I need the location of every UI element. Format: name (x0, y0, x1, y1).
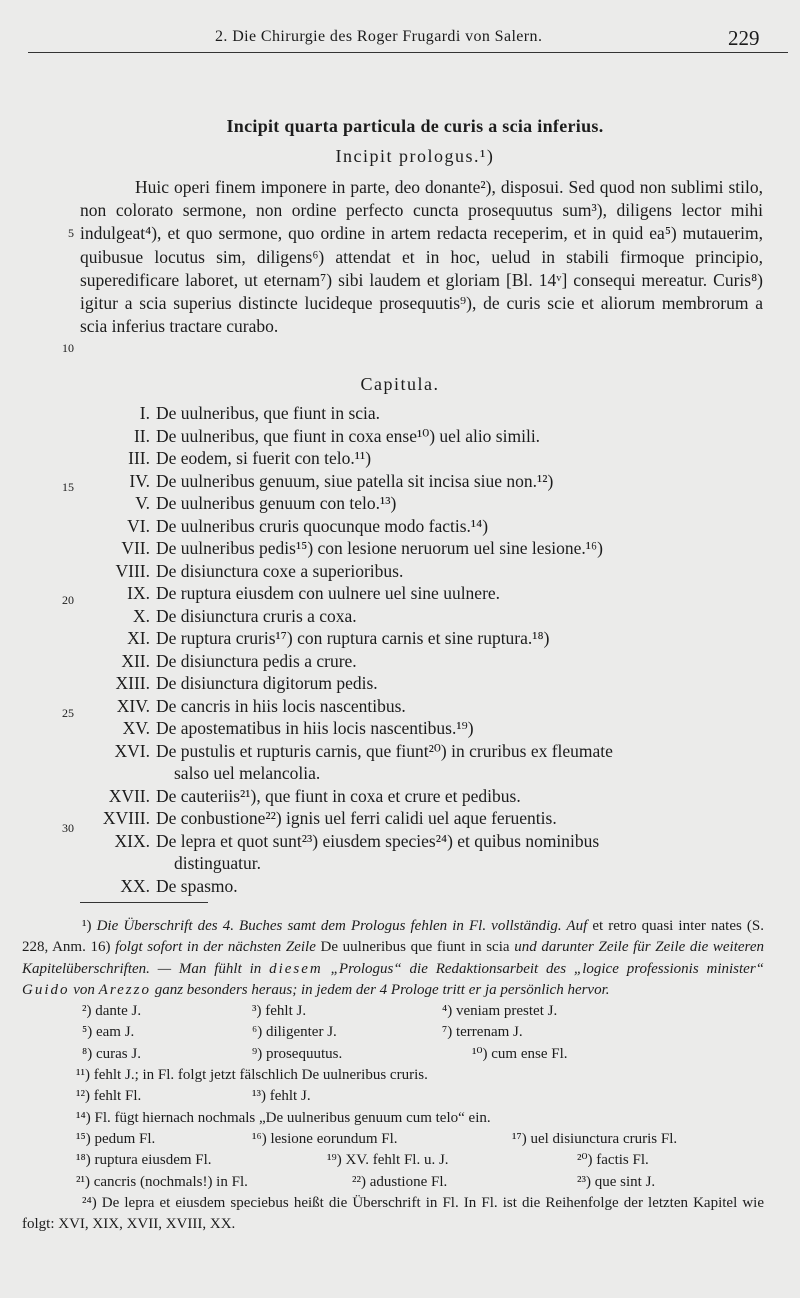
footnote-13: ¹³) fehlt J. (252, 1088, 311, 1105)
chapter-number: III. (128, 448, 150, 468)
chapter-title: De apostematibus in hiis locis nascentibus.¹⁹) (156, 718, 474, 738)
line-number-5: 5 (68, 226, 74, 240)
chapter-title: De uulneribus genuum con telo.¹³) (156, 493, 397, 513)
chapter-number: XVII. (108, 785, 150, 806)
chapter-number: VIII. (115, 560, 150, 581)
footnote-21: ²¹) cancris (nochmals!) in Fl. (76, 1173, 248, 1190)
footnote-row (22, 1086, 764, 1107)
chapter-entry (0, 717, 800, 740)
chapter-entry (0, 627, 800, 650)
line-number-15: 15 (62, 480, 74, 494)
footnote-14: ¹⁴) Fl. fügt hiernach nochmals „De uulneribus genuum cum telo“ ein. (76, 1109, 491, 1126)
running-title: 2. Die Chirurgie des Roger Frugardi von Salern. (215, 28, 543, 45)
chapter-number: V. (135, 493, 150, 513)
footnote-3: ³) fehlt J. (252, 1003, 307, 1020)
chapter-title: De uulneribus, que fiunt in coxa ense¹⁰) uel alio simili. (156, 425, 541, 446)
chapter-title: De disiunctura digitorum pedis. (156, 673, 378, 693)
footnote-row (22, 1108, 764, 1129)
chapter-title: De spasmo. (156, 875, 238, 896)
footnote-1: ¹) Die Überschrift des 4. Buches samt dem Prologus fehlen in Fl. vollständig. Auf et retro quasi inter nates (S. 228, Anm. 16) folgt sofort in der nächsten Zeile De uulneribus que fiunt in scia und darunter Zeile für Zeile die weiteren Kapitelüberschriften. — Man fühlt in diesem „Prologus“ die Redaktionsarbeit des „logice professionis minister“ Guido von Arezzo ganz besonders heraus; in jedem der 4 Prologe tritt er ja persönlich hervor. (22, 918, 765, 998)
chapter-number: XVI. (114, 740, 150, 761)
chapter-number: VI. (127, 515, 150, 536)
chapter-number-spacer (0, 762, 156, 785)
footnote-2: ²) dante J. (82, 1003, 142, 1020)
chapter-number: XIII. (115, 673, 150, 693)
footnote-17: ¹⁷) uel disiunctura cruris Fl. (512, 1130, 678, 1147)
footnote-23: ²³) que sint J. (577, 1173, 656, 1190)
chapter-entry (0, 875, 800, 898)
footnote-12: ¹²) fehlt Fl. (76, 1088, 142, 1105)
chapter-title: De ruptura cruris¹⁷) con ruptura carnis et sine ruptura.¹⁸) (156, 628, 550, 648)
chapter-number: XIX. (114, 830, 150, 851)
book-heading: Incipit quarta particula de curis a scia inferius. (226, 116, 604, 136)
chapter-list (0, 402, 800, 897)
line-number-30: 30 (62, 821, 74, 835)
running-header (0, 22, 800, 52)
chapter-entry (0, 807, 800, 830)
footnote-row (22, 1065, 764, 1086)
chapter-title: De disiunctura coxe a superioribus. (156, 560, 404, 581)
chapter-entry (0, 695, 800, 718)
footnote-row (22, 1022, 764, 1043)
footnote-10: ¹⁰) cum ense Fl. (472, 1045, 568, 1062)
chapter-entry (0, 425, 800, 448)
chapter-entry (0, 785, 800, 808)
footnote-19: ¹⁹) XV. fehlt Fl. u. J. (327, 1152, 449, 1169)
chapter-number: IV. (129, 470, 150, 491)
chapter-number-spacer (0, 852, 156, 875)
chapter-number: XX. (120, 875, 150, 896)
chapter-number: XV. (122, 718, 150, 738)
chapter-title: De uulneribus, que fiunt in scia. (156, 403, 381, 423)
footnote-5: ⁵) eam J. (82, 1024, 135, 1041)
chapter-title-continued: distinguatur. (174, 853, 262, 873)
footnote-separator (80, 902, 208, 903)
footnote-row (22, 1172, 764, 1193)
chapter-entry-continuation (0, 762, 800, 785)
footnote-16: ¹⁶) lesione eorundum Fl. (252, 1130, 398, 1147)
header-rule (28, 52, 788, 53)
chapter-title: De pustulis et rupturis carnis, que fiunt²⁰) in cruribus ex fleumate (156, 740, 613, 761)
footnote-9: ⁹) prosequutus. (252, 1045, 343, 1062)
footnote-4: ⁴) veniam prestet J. (442, 1003, 558, 1020)
chapter-number: XI. (127, 628, 150, 648)
chapter-title: De lepra et quot sunt²³) eiusdem species²⁴) et quibus nominibus (156, 830, 600, 851)
footnote-row (22, 1044, 764, 1065)
footnote-row (22, 1001, 764, 1022)
chapter-title: De ruptura eiusdem con uulnere uel sine uulnere. (156, 583, 501, 603)
footnote-7: ⁷) terrenam J. (442, 1024, 523, 1041)
chapter-entry (0, 830, 800, 853)
chapter-number: VII. (121, 538, 150, 558)
prologue-text (80, 176, 763, 338)
chapter-title: De uulneribus genuum, siue patella sit incisa siue non.¹²) (156, 470, 554, 491)
line-number-20: 20 (62, 593, 74, 607)
footnote-row (22, 1129, 764, 1150)
chapter-entry (0, 740, 800, 763)
chapter-number: IX. (127, 583, 150, 603)
chapter-title: De uulneribus pedis¹⁵) con lesione neruorum uel sine lesione.¹⁶) (156, 538, 603, 558)
chapter-title: De uulneribus cruris quocunque modo factis.¹⁴) (156, 515, 489, 536)
chapter-entry-continuation (0, 852, 800, 875)
prologue-heading: Incipit prologus.¹) (335, 146, 495, 166)
line-number-10: 10 (62, 341, 74, 355)
footnote-18: ¹⁸) ruptura eiusdem Fl. (76, 1152, 212, 1169)
chapter-entry (0, 515, 800, 538)
chapter-title: De disiunctura cruris a coxa. (156, 605, 357, 626)
chapter-entry (0, 650, 800, 673)
footnote-6: ⁶) diligenter J. (252, 1024, 337, 1041)
chapter-entry (0, 470, 800, 493)
chapter-entry (0, 537, 800, 560)
chapter-number: XII. (121, 650, 150, 671)
chapter-entry (0, 672, 800, 695)
chapter-entry (0, 582, 800, 605)
capitula-heading: Capitula. (360, 374, 440, 394)
footnote-row (22, 1150, 764, 1171)
footnote-22: ²²) adustione Fl. (352, 1173, 448, 1190)
chapter-title-continued: salso uel melancolia. (174, 763, 321, 783)
chapter-entry (0, 605, 800, 628)
line-number-25: 25 (62, 706, 74, 720)
footnote-24: ²⁴) De lepra et eiusdem speciebus heißt die Überschrift in Fl. In Fl. ist die Reihenfolge der letzten Kapitel wie folgt: XVI, XIX, XVII, XVIII, XX. (22, 1194, 764, 1233)
chapter-entry (0, 447, 800, 470)
chapter-number: XVIII. (102, 808, 150, 828)
chapter-number: XIV. (116, 695, 150, 716)
chapter-title: De cancris in hiis locis nascentibus. (156, 695, 406, 716)
chapter-title: De conbustione²²) ignis uel ferri calidi uel aque feruentis. (156, 808, 557, 828)
page-number: 229 (728, 26, 760, 50)
footnotes (22, 916, 764, 1235)
footnote-8: ⁸) curas J. (82, 1045, 141, 1062)
chapter-title: De eodem, si fuerit con telo.¹¹) (156, 448, 372, 468)
chapter-number: I. (139, 403, 150, 423)
footnote-20: ²⁰) factis Fl. (577, 1152, 649, 1169)
chapter-number: X. (132, 605, 150, 626)
chapter-title: De cauteriis²¹), que fiunt in coxa et crure et pedibus. (156, 785, 521, 806)
chapter-title: De disiunctura pedis a crure. (156, 650, 357, 671)
footnote-15: ¹⁵) pedum Fl. (76, 1130, 156, 1147)
chapter-number: II. (133, 425, 150, 446)
chapter-entry (0, 560, 800, 583)
chapter-entry (0, 492, 800, 515)
prologue-paragraph: Huic operi finem imponere in parte, deo donante²), disposui. Sed quod non sublimi stilo, non colorato sermone, non ordine perfecto cuncta prosequutus sum³), diligens lector mihi indulgeat⁴), et quo sermone, quo ordine in artem redacta receperim, et in quid ea⁵) mutauerim, quibusue locutus sim, diligens⁶) attendat et in hoc, uelud in stabili firmoque principio, superedificare laboret, ut eternam⁷) sibi laudem et gloriam [Bl. 14ᵛ] consequi mereatur. Curis⁸) igitur a scia superius distincte lucideque prosequutis⁹), de curis scie et aliorum membrorum a scia inferius tractare curabo. (80, 177, 763, 337)
chapter-entry (0, 402, 800, 425)
footnote-11: ¹¹) fehlt J.; in Fl. folgt jetzt fälschlich De uulneribus cruris. (76, 1067, 428, 1084)
